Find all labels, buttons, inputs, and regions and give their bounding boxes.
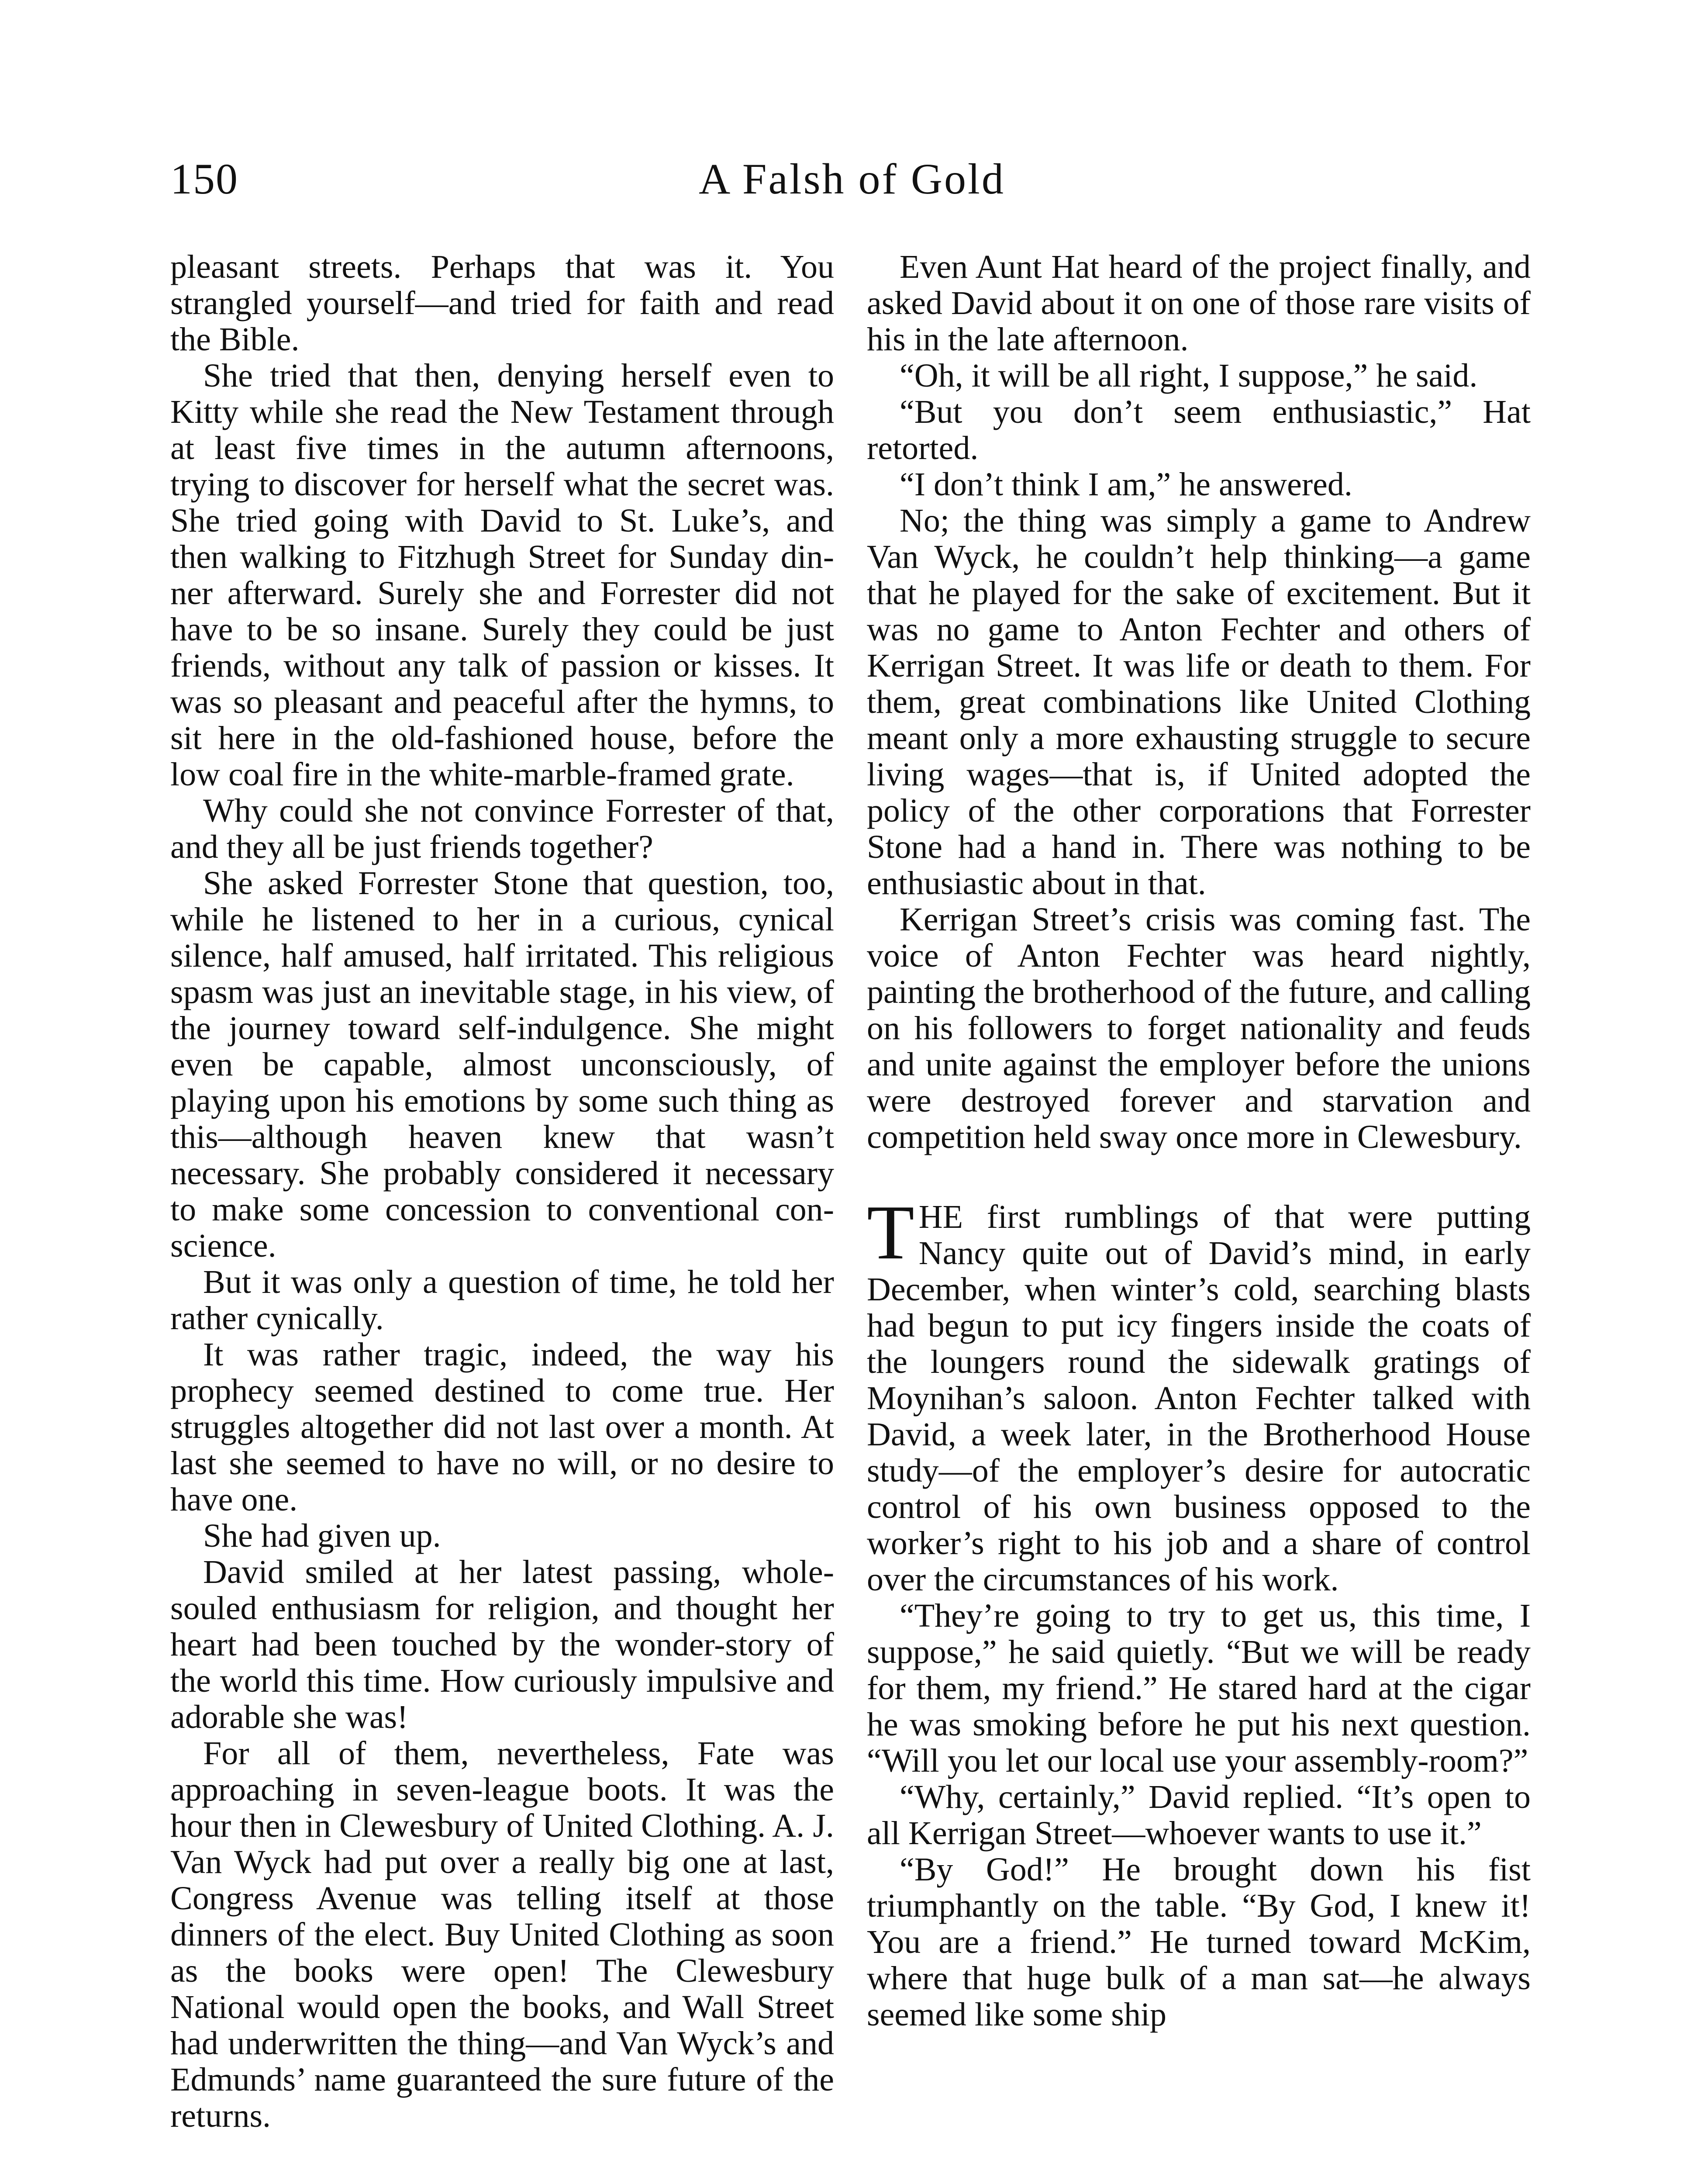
section-first-paragraph-text: HE first rumblings of that were putting Nancy quite out of David’s mind, in early December, when winter’s cold, searching blasts had begun to put icy fingers inside the coats of the loungers round the sidewalk gratings of Moynihan’s saloon. Anton Fechter talked with David, a week later, in the Brotherhood House study—of the employer’s desire for autocratic control of his own business opposed to the worker’s right to his job and a share of control over the circumstances of his work. (867, 1199, 1531, 1598)
drop-cap: T (867, 1189, 913, 1275)
page-title: A Falsh of Gold (699, 155, 1005, 203)
left-column (170, 249, 834, 2134)
paragraph: But it was only a question of time, he told her rather cynically. (170, 1264, 834, 1337)
paragraph: She asked Forrester Stone that question, too, while he listened to her in a curious, cynical silence, half amused, half irritated. This religious spasm was just an inevitable stage, in his view, of the journey toward self-indulgence. She might even be capable, almost unconsciously, of playing upon his emotions by some such thing as this—although heaven knew that wasn’t necessary. She probably considered it necessary to make some concession to conventional conscience. (170, 865, 834, 1264)
paragraph: “They’re going to try to get us, this time, I suppose,” he said quietly. “But we will be ready for them, my friend.” He stared hard at the cigar he was smoking before he put his next question. “Will you let our local use your assembly-room?” (867, 1597, 1531, 1779)
paragraph: For all of them, nevertheless, Fate was approaching in seven-league boots. It was the hour then in Clewesbury of United Clothing. A. J. Van Wyck had put over a really big one at last, Congress Avenue was telling itself at those dinners of the elect. Buy United Clothing as soon as the books were open! The Clewesbury National would open the books, and Wall Street had underwritten the thing—and Van Wyck’s and Edmunds’ name guaranteed the sure future of the returns. (170, 1735, 834, 2134)
right-column (867, 249, 1531, 2033)
paragraph: pleasant streets. Perhaps that was it. You strangled yourself—and tried for faith and read the Bible. (170, 249, 834, 358)
paragraph: Why could she not convince Forrester of that, and they all be just friends together? (170, 792, 834, 865)
paragraph: “Oh, it will be all right, I suppose,” he said. (900, 357, 1478, 394)
paragraph: She tried that then, denying herself even to Kitty while she read the New Testament through at least five times in the autumn afternoons, trying to discover for herself what the secret was. She tried going with David to St. Luke’s, and then walking to Fitzhugh Street for Sunday dinner afterward. Surely she and Forrester did not have to be so insane. Surely they could be just friends, without any talk of passion or kisses. It was so pleasant and peaceful after the hymns, to sit here in the old-fashioned house, before the low coal fire in the white-marble-framed grate. (170, 357, 834, 793)
page-number: 150 (170, 155, 238, 203)
paragraph: Kerrigan Street’s crisis was coming fast. The voice of Anton Fechter was heard nightly, painting the brotherhood of the future, and calling on his followers to forget nationality and feuds and unite against the employer before the unions were destroyed forever and starvation and competition held sway once more in Clewesbury. (867, 901, 1531, 1155)
paragraph: It was rather tragic, indeed, the way his prophecy seemed destined to come true. Her struggles altogether did not last over a month. At last she seemed to have no will, or no desire to have one. (170, 1336, 834, 1518)
section-first-paragraph (867, 1189, 1531, 1598)
paragraph: “Why, certainly,” David replied. “It’s open to all Kerrigan Street—whoever wants to use it.” (867, 1779, 1531, 1852)
running-head (0, 154, 1704, 219)
paragraph: Even Aunt Hat heard of the project finally, and asked David about it on one of those rare visits of his in the late afternoon. (867, 249, 1531, 358)
paragraph: She had given up. (203, 1517, 441, 1554)
paragraph: “I don’t think I am,” he answered. (900, 466, 1352, 503)
paragraph: “By God!” He brought down his fist triumphantly on the table. “By God, I knew it! You are a friend.” He turned toward McKim, where that huge bulk of a man sat—he always seemed like some ship (867, 1851, 1531, 2033)
paragraph: David smiled at her latest passing, whole-souled enthusiasm for religion, and thought her heart had been touched by the wonder-story of the world this time. How curiously impulsive and adorable she was! (170, 1554, 834, 1735)
paragraph: No; the thing was simply a game to Andrew Van Wyck, he couldn’t help thinking—a game that he played for the sake of excitement. But it was no game to Anton Fechter and others of Kerrigan Street. It was life or death to them. For them, great combinations like United Clothing meant only a more exhausting struggle to secure living wages—that is, if United adopted the policy of the other corporations that Forrester Stone had a hand in. There was nothing to be enthusiastic about in that. (867, 502, 1531, 902)
paragraph: “But you don’t seem enthusiastic,” Hat retorted. (867, 394, 1531, 467)
